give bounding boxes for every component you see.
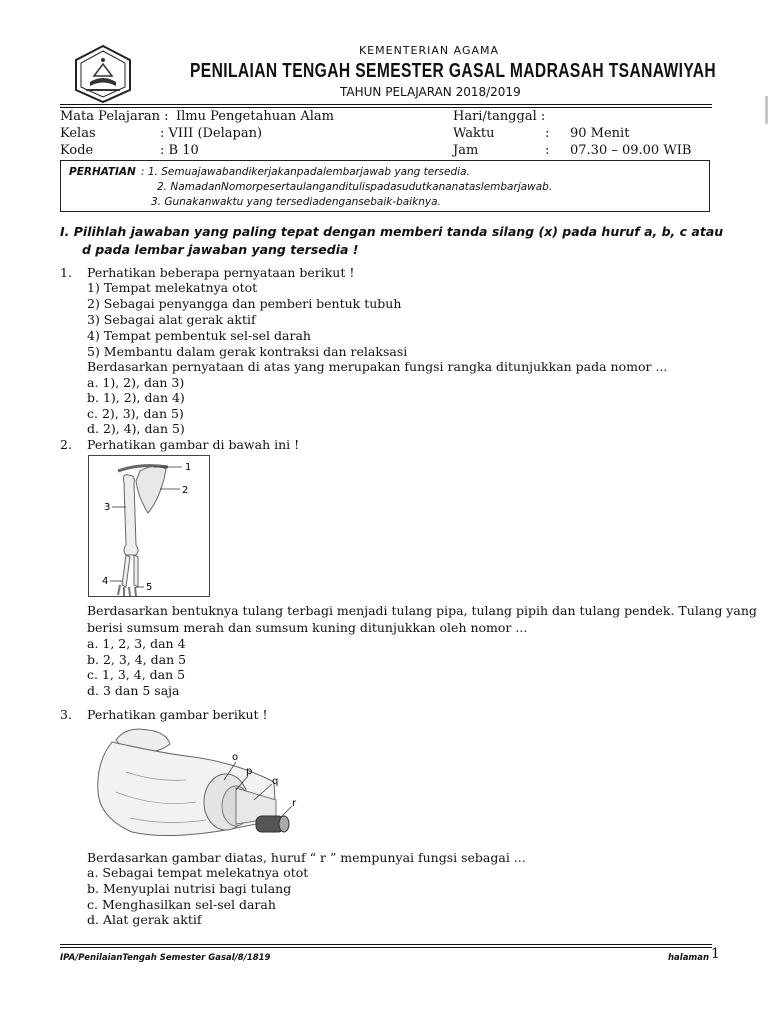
q3-label-p: p (246, 766, 253, 777)
header-divider-2 (60, 107, 712, 108)
instruction-line-2: d pada lembar jawaban yang tersedia ! (82, 242, 359, 257)
notice-label: PERHATIAN (69, 166, 136, 178)
q2-number: 2. (60, 437, 72, 452)
notice-line-2: 2. NamadanNomorpesertaulanganditulispadasudutkananataslembarjawab. (157, 181, 553, 193)
q2-question-line-2: berisi sumsum merah dan sumsum kuning ditunjukkan oleh nomor ... (87, 620, 528, 635)
q2-option-b: b. 2, 3, 4, dan 5 (87, 652, 187, 667)
q3-figure-long-bone-section (86, 722, 316, 844)
q1-option-d: d. 2), 4), dan 5) (87, 421, 185, 436)
q2-label-3: 3 (104, 502, 111, 513)
time-colon: : (545, 126, 550, 141)
notice-line-1: : 1. Semuajawabandikerjakanpadalembarjawab yang tersedia. (141, 166, 470, 178)
instruction-line-1: I. Pilihlah jawaban yang paling tepat dengan memberi tanda silang (x) pada huruf a, b, c atau (60, 224, 724, 239)
q1-statement-2: 2) Sebagai penyangga dan pemberi bentuk tubuh (87, 296, 402, 311)
q2-option-a: a. 1, 2, 3, dan 4 (87, 636, 186, 651)
q2-figure-arm-bones (88, 455, 210, 597)
academic-year: TAHUN PELAJARAN 2018/2019 (340, 85, 521, 99)
notice-line-3: 3. Gunakanwaktu yang tersediadengansebaik-baiknya. (151, 196, 441, 208)
q2-option-c: c. 1, 3, 4, dan 5 (87, 667, 186, 682)
footer-divider-2 (60, 947, 712, 948)
footer-left: IPA/PenilaianTengah Semester Gasal/8/1819 (60, 953, 271, 963)
q2-label-2: 2 (182, 485, 189, 496)
notice-box (60, 160, 710, 212)
q3-label-q: q (272, 776, 279, 787)
q1-statement-1: 1) Tempat melekatnya otot (87, 280, 258, 295)
q1-option-c: c. 2), 3), dan 5) (87, 406, 184, 421)
q2-label-1: 1 (185, 462, 192, 473)
ministry-name: KEMENTERIAN AGAMA (358, 44, 500, 57)
q2-label-5: 5 (146, 582, 153, 593)
hour-label: Jam (453, 143, 479, 158)
q3-stem: Perhatikan gambar berikut ! (87, 707, 268, 722)
q3-number: 3. (60, 707, 72, 722)
q2-label-4: 4 (102, 576, 109, 587)
class-label: Kelas (60, 126, 96, 141)
q1-statement-3: 3) Sebagai alat gerak aktif (87, 312, 256, 327)
q2-option-d: d. 3 dan 5 saja (87, 683, 180, 698)
exam-title: PENILAIAN TENGAH SEMESTER GASAL MADRASAH TSANAWIYAH (190, 60, 717, 82)
q3-option-b: b. Menyuplai nutrisi bagi tulang (87, 881, 292, 896)
q1-option-a: a. 1), 2), dan 3) (87, 375, 185, 390)
q1-stem: Perhatikan beberapa pernyataan berikut ! (87, 265, 355, 280)
time-value: 90 Menit (570, 126, 630, 141)
footer-divider (60, 944, 712, 945)
q3-label-o: o (232, 752, 239, 763)
footer-page-label: halaman (668, 953, 710, 963)
hour-value: 07.30 – 09.00 WIB (570, 143, 692, 158)
q3-option-a: a. Sebagai tempat melekatnya otot (87, 865, 309, 880)
q3-option-d: d. Alat gerak aktif (87, 912, 202, 927)
q2-stem: Perhatikan gambar di bawah ini ! (87, 437, 300, 452)
footer-page-number: 1 (711, 946, 720, 962)
subject-value: Ilmu Pengetahuan Alam (176, 109, 334, 124)
code-value: : B 10 (160, 143, 199, 158)
q3-question: Berdasarkan gambar diatas, huruf “ r ” mempunyai fungsi sebagai ... (87, 850, 526, 865)
day-label: Hari/tanggal : (453, 109, 546, 124)
code-label: Kode (60, 143, 94, 158)
subject-label: Mata Pelajaran : (60, 109, 169, 124)
class-value: : VIII (Delapan) (160, 126, 263, 141)
hour-colon: : (545, 143, 550, 158)
q1-number: 1. (60, 265, 72, 280)
q1-statement-5: 5) Membantu dalam gerak kontraksi dan relaksasi (87, 344, 408, 359)
time-label: Waktu (453, 126, 495, 141)
q3-label-r: r (292, 798, 297, 809)
q1-question: Berdasarkan pernyataan di atas yang merupakan fungsi rangka ditunjukkan pada nomor ... (87, 359, 668, 374)
q2-question-line-1: Berdasarkan bentuknya tulang terbagi menjadi tulang pipa, tulang pipih dan tulang pendek. Tulang yang (87, 603, 757, 618)
header-divider (60, 104, 712, 105)
q1-statement-4: 4) Tempat pembentuk sel-sel darah (87, 328, 311, 343)
q1-option-b: b. 1), 2), dan 4) (87, 390, 185, 405)
q3-option-c: c. Menghasilkan sel-sel darah (87, 897, 276, 912)
